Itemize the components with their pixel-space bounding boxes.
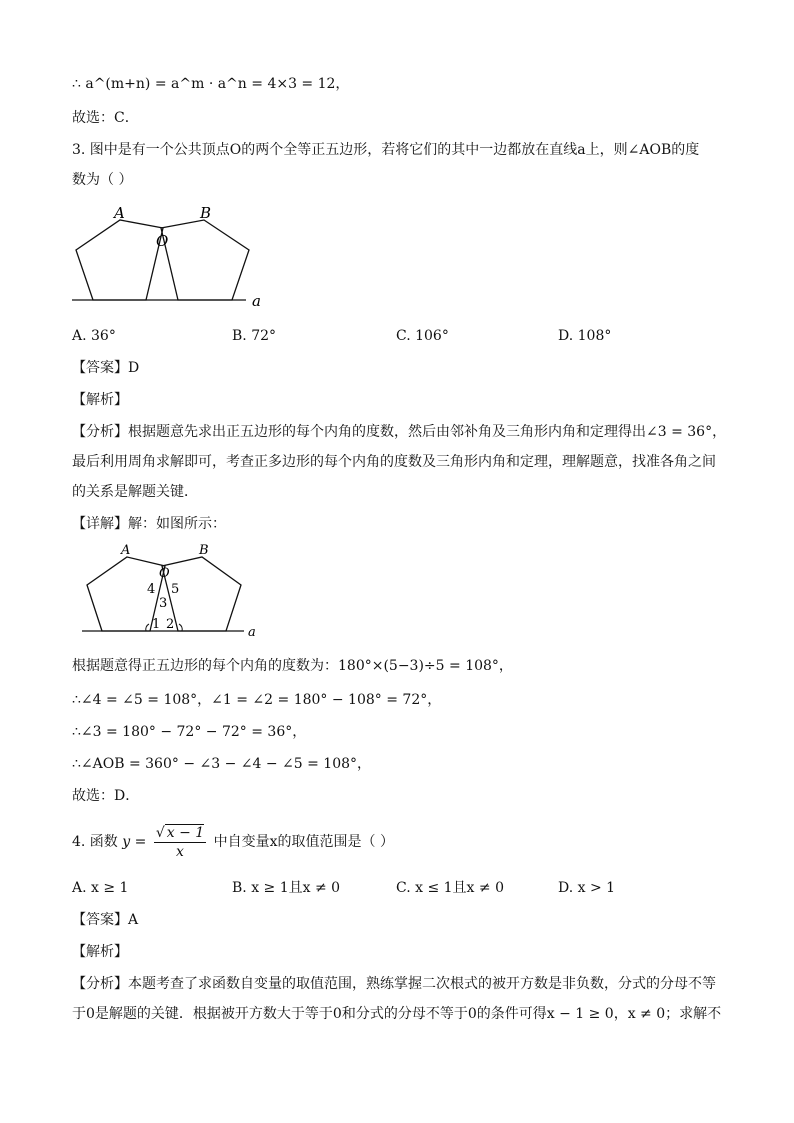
figure-pentagons-labeled	[80, 540, 270, 644]
figure-pentagons	[68, 200, 278, 312]
q3-detail-header: 【详解】解：如图所示：	[72, 516, 226, 532]
q3-analysis-line-2: 最后利用周角求解即可，考查正多边形的每个内角的度数及三角形内角和定理，理解题意，找准各角之间	[72, 454, 716, 470]
question-3-stem: 3. 图中是有一个公共顶点O的两个全等正五边形，若将它们的其中一边都放在直线a上，则∠AOB的度	[72, 142, 700, 158]
fig1-label-o: O	[156, 232, 169, 250]
q3-analysis-line-3: 的关系是解题关键．	[72, 484, 198, 500]
fig2-label-line-a: a	[248, 625, 256, 640]
solution-choose-d: 故选：D．	[72, 788, 140, 804]
q3-analysis-line-1: 【分析】根据题意先求出正五边形的每个内角的度数，然后由邻补角及三角形内角和定理得出∠3 = 36°，	[72, 424, 727, 440]
fig2-label-angle-4: 4	[147, 582, 156, 597]
solution-step-3: ∴∠3 = 180° − 72° − 72° = 36°，	[72, 724, 307, 740]
q4-answer: 【答案】A	[72, 912, 139, 928]
fig2-label-b: B	[199, 543, 209, 558]
q3-option-a[interactable]: A. 36°	[72, 328, 116, 344]
q4-numerator: √ x − 1	[155, 824, 205, 841]
fig2-label-angle-3: 3	[159, 596, 168, 611]
text-line-power-result: ∴ a^(m+n) = a^m · a^n = 4×3 = 12，	[72, 76, 350, 92]
q4-suffix: 中自变量x的取值范围是（ ）	[213, 834, 394, 850]
q4-radicand: x − 1	[166, 824, 205, 841]
q3-option-d[interactable]: D. 108°	[558, 328, 612, 344]
fig2-label-angle-1: 1	[152, 617, 161, 632]
q4-option-a[interactable]: A. x ≥ 1	[72, 880, 129, 896]
fig2-label-o: O	[159, 566, 170, 581]
q4-option-d[interactable]: D. x > 1	[558, 880, 616, 896]
q3-option-c[interactable]: C. 106°	[396, 328, 449, 344]
solution-step-1: 根据题意得正五边形的每个内角的度数为：180°×(5−3)÷5 = 108°，	[72, 658, 513, 674]
text-line-choose-c: 故选：C．	[72, 110, 139, 126]
question-3-stem-cont: 数为（ ）	[72, 172, 133, 188]
q4-y-equals: y =	[122, 834, 147, 850]
fig2-label-angle-5: 5	[171, 582, 180, 597]
q4-option-b[interactable]: B. x ≥ 1且x ≠ 0	[232, 880, 341, 896]
q3-analysis-header: 【解析】	[72, 392, 128, 408]
q4-fraction	[154, 824, 206, 861]
q4-analysis-header: 【解析】	[72, 944, 128, 960]
fig1-label-line-a: a	[252, 292, 261, 310]
q4-analysis-line-1: 【分析】本题考查了求函数自变量的取值范围，熟练掌握二次根式的被开方数是非负数，分式的分母不等	[72, 976, 716, 992]
fig2-label-a: A	[121, 543, 131, 558]
q3-option-b[interactable]: B. 72°	[232, 328, 277, 344]
q4-prefix: 4. 函数	[72, 834, 118, 850]
solution-step-2: ∴∠4 = ∠5 = 108°，∠1 = ∠2 = 180° − 108° = 72°，	[72, 692, 442, 708]
fig1-label-a: A	[114, 204, 125, 222]
solution-step-4: ∴∠AOB = 360° − ∠3 − ∠4 − ∠5 = 108°，	[72, 756, 372, 772]
question-4-stem	[72, 822, 394, 862]
fig2-label-angle-2: 2	[166, 617, 175, 632]
q4-analysis-line-2: 于0是解题的关键．根据被开方数大于等于0和分式的分母不等于0的条件可得x − 1 ≥ 0，x ≠ 0；求解不	[72, 1006, 722, 1022]
q4-denominator: x	[176, 843, 184, 860]
fig1-label-b: B	[200, 204, 212, 222]
q3-answer: 【答案】D	[72, 360, 140, 376]
q4-option-c[interactable]: C. x ≤ 1且x ≠ 0	[396, 880, 504, 896]
